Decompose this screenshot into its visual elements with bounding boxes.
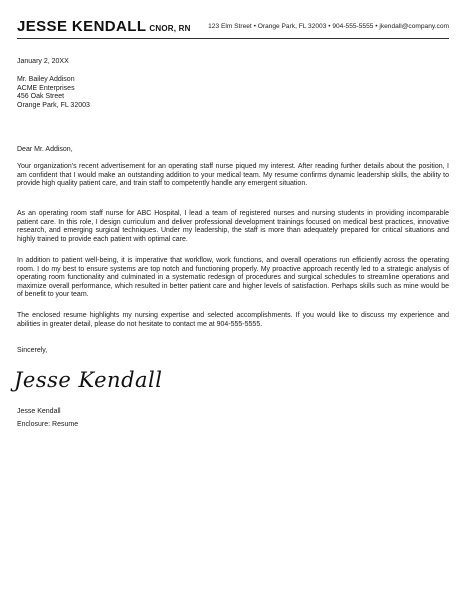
salutation: Dear Mr. Addison, — [17, 146, 73, 153]
body-paragraph-1: Your organization's recent advertisement for an operating staff nurse piqued my interest. After reading further details about the position, I am confident that I would make an outstanding addition to your medical team. My resume confirms dynamic leadership skills, the ability to provide high quality patient care, and train staff to competently handle any emergent situation. — [17, 163, 449, 188]
body-paragraph-4: The enclosed resume highlights my nursing expertise and selected accomplishments. If you would like to discuss my experience and abilities in greater detail, please do not hesitate to contact me at 904-555-5555. — [17, 312, 449, 328]
recipient-address-block — [17, 76, 449, 110]
letterhead-divider — [17, 38, 449, 39]
letter-date: January 2, 20XX — [17, 58, 69, 65]
recipient-name: Mr. Bailey Addison — [17, 76, 75, 83]
letterhead-name — [17, 18, 191, 35]
closing: Sincerely, — [17, 347, 48, 354]
letterhead — [17, 18, 449, 38]
sender-credentials: CNOR, RN — [149, 24, 191, 33]
recipient-city: Orange Park, FL 32003 — [17, 101, 90, 109]
recipient-company: ACME Enterprises — [17, 84, 75, 92]
sender-contact-info: 123 Elm Street • Orange Park, FL 32003 • 904-555-5555 • jkendall@company.com — [208, 23, 449, 30]
handwritten-signature: Jesse Kendall — [14, 368, 163, 392]
signer-block — [17, 408, 449, 429]
recipient-street: 456 Oak Street — [17, 93, 65, 101]
sender-name: JESSE KENDALL — [17, 18, 147, 35]
body-paragraph-2: As an operating room staff nurse for ABC Hospital, I lead a team of registered nurses and nursing students in providing incomparable patient care. In this role, I design curriculum and deliver professional development trainings focused on medical best practices, innovative research, and emerging surgical techniques. Under my leadership, the staff is more than adequately prepared for critical situations and highly trained to provide each patient with optimal care. — [17, 210, 449, 243]
enclosure-note: Enclosure: Resume — [17, 420, 79, 428]
body-paragraph-3: In addition to patient well-being, it is imperative that workflow, work functions, and overall operations run efficiently across the operating room. I do my best to ensure systems are top notch and functioning properly. My proactive approach recently led to a strategic analysis of operating room functionality and culminated in a systematic redesign of procedures and surgical schedules to streamline operations and maximize overall performance, which resulted in better patient care and higher levels of satisfaction. Perhaps skills such as mine would be of benefit to your team. — [17, 257, 449, 299]
signer-name: Jesse Kendall — [17, 408, 61, 415]
